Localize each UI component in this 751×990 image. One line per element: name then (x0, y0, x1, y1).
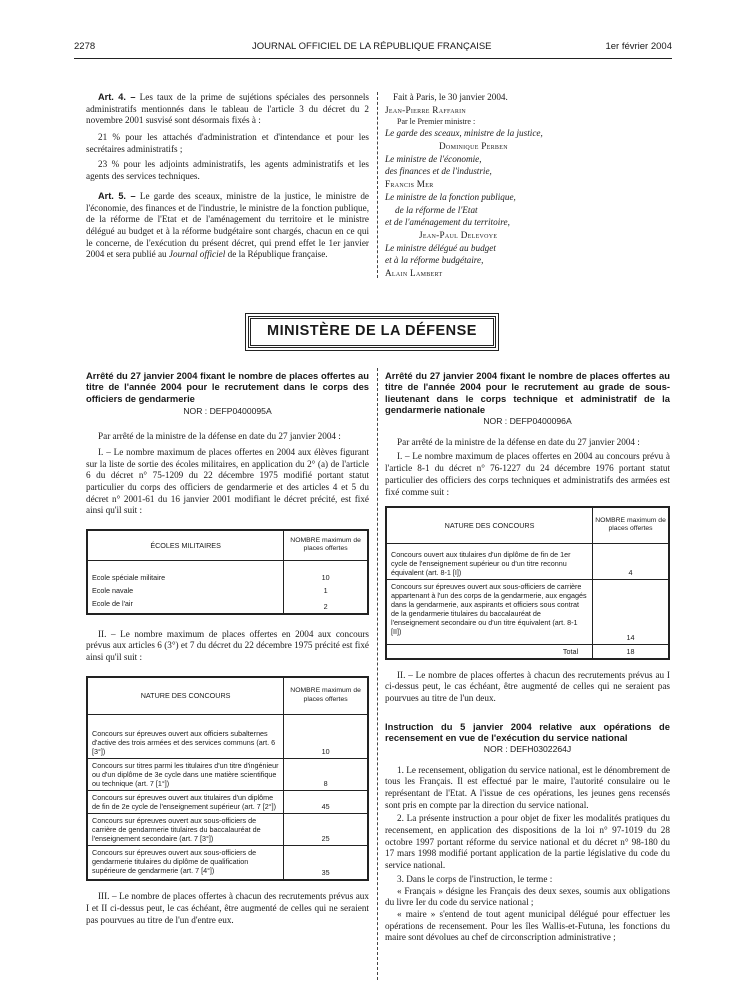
fp-title-1: Le ministre de la fonction publique, (385, 191, 516, 202)
table-total-row: Total 18 (386, 644, 669, 659)
budget-title-2: et à la réforme budgétaire, (385, 255, 484, 266)
eco-title-1: Le ministre de l'économie, (385, 153, 482, 164)
signatures (385, 91, 670, 280)
article-4-item-2: 23 % pour les adjoints administratifs, les agents administratifs et les agents des services techniques. (86, 159, 369, 182)
table-row: Concours sur épreuves ouvert aux sous-officiers de carrière de gendarmerie titulaires du baccalauréat de l'enseignement secondaire (art. 7 [3°]) 25 (87, 814, 368, 846)
instruction-li2: « maire » s'entend de tout agent municipal délégué pour effectuer les opérations de recensement. Pour les îles Wallis-et-Futuna, les fonctions du maire sont dévolues au chef de circonscription administrative ; (385, 908, 670, 943)
budget-name: Alain Lambert (385, 267, 443, 278)
fp-title-2: de la réforme de l'Etat (395, 204, 478, 215)
arrete-sl-nor: NOR : DEFP0400096A (483, 415, 572, 426)
issue-date: 1er février 2004 (605, 41, 672, 52)
table-ecoles-header-2: NOMBRE maximum de places offertes (284, 530, 368, 560)
table-row: Concours sur épreuves ouvert aux sous-officiers de gendarmerie titulaires du diplôme de qualification supérieure de gendarmerie (art. 7 [4°]) 35 (87, 846, 368, 881)
pm-name: Jean-Pierre Raffarin (385, 104, 467, 115)
article-4: Art. 4. – Les taux de la prime de sujétions spéciales des personnels administratifs mentionnés dans le tableau de l'article 3 du décret du 2 novembre 2001 susvisé sont désormais fixés à : (86, 92, 370, 126)
justice-name: Dominique Perben (439, 141, 508, 152)
instruction-nor: NOR : DEFH0302264J (483, 743, 572, 754)
decree-articles (86, 92, 369, 261)
budget-title-1: Le ministre délégué au budget (385, 242, 496, 253)
instruction-li1: « Français » désigne les Français des deux sexes, soumis aux obligations du livre Ier du code du service national ; (385, 885, 670, 908)
eco-name: Francis Mer (385, 179, 434, 190)
instruction-p2: 2. La présente instruction a pour objet de fixer les modalités pratiques du recensement, en application des dispositions de la loi n° 97-1019 du 28 octobre 1997 portant réforme du service national et du décret n° 98-180 du 17 mars 1998 modifié portant application de la partie législative du code du service national. (385, 813, 670, 871)
article-4-item-1: 21 % pour les attachés d'administration et d'intendance et pour les secrétaires administratifs ; (86, 132, 369, 154)
instruction-title: Instruction du 5 janvier 2004 relative aux opérations de recensement en vue de l'exécution du service national (385, 720, 670, 744)
table-sl-header-1: NATURE DES CONCOURS (386, 507, 593, 543)
journal-title: JOURNAL OFFICIEL DE LA RÉPUBLIQUE FRANÇAISE (252, 41, 492, 52)
arrete-officiers (86, 370, 369, 926)
arrete-officiers-p1: I. – Le nombre maximum de places offertes en 2004 aux élèves figurant sur la liste de sortie des écoles militaires, en application du 2° (a) de l'article 6 du décret n° 75-1209 du 22 décembre 1975 modifié portant statut particulier du corps des officiers de gendarmerie et des articles 4 et 5 du décret n° 2001-61 du 16 janvier 2001 modifiant le décret précité, est fixé ainsi qu'il suit : (86, 447, 369, 516)
table-row: Ecole spéciale militaire 10 (87, 560, 368, 584)
pm-by: Par le Premier ministre : (397, 117, 476, 127)
arrete-sous-lieutenant (385, 370, 670, 944)
table-row: Concours sur épreuves ouvert aux sous-officiers de carrière appartenant à l'un des corps de la gendarmerie, aux engagés dans la gendarmerie, aux aspirants et officiers sous contrat de la gendarmerie titulaires du baccalauréat de l'enseignement secondaire ou d'un titre équivalent (art. 8-1 [II]) 14 (386, 579, 669, 644)
arrete-sl-intro: Par arrêté de la ministre de la défense en date du 27 janvier 2004 : (397, 436, 640, 447)
place-date: Fait à Paris, le 30 janvier 2004. (393, 92, 508, 102)
table-concours-header-1: NATURE DES CONCOURS (87, 677, 284, 715)
ministry-banner: MINISTÈRE DE LA DÉFENSE (248, 316, 496, 348)
fp-title-3: et de l'aménagement du territoire, (385, 217, 510, 228)
fp-name: Jean-Paul Delevoye (419, 229, 498, 240)
table-row: Concours sur épreuves ouvert aux officiers subalternes d'active des trois armées et des services communs (art. 6 [3°]) 10 (87, 715, 368, 759)
table-row: Ecole navale 1 (87, 584, 368, 597)
column-divider (377, 368, 378, 980)
table-row: Concours ouvert aux titulaires d'un diplôme de fin de 1er cycle de l'enseignement supérieur ou d'un titre reconnu équivalent (art. 8-1 [I]) 4 (386, 543, 669, 579)
arrete-officiers-p3: III. – Le nombre de places offertes à chacun des recrutements prévus aux I et II ci-dessus peut, le cas échéant, être augmenté de celles qui ne seraient pas pourvues au titre de l'un d'entre eux. (86, 891, 369, 925)
arrete-officiers-title: Arrêté du 27 janvier 2004 fixant le nombre de places offertes au titre de l'année 2004 pour le recrutement dans le corps des officiers de gendarmerie (86, 370, 369, 404)
justice-title: Le garde des sceaux, ministre de la justice, (385, 128, 543, 139)
arrete-sl-title: Arrêté du 27 janvier 2004 fixant le nombre de places offertes au titre de l'année 2004 pour le recrutement au grade de sous-lieutenant dans le corps technique et administratif de la gendarmerie nationale (385, 370, 670, 416)
article-5: Art. 5. – Le garde des sceaux, ministre de la justice, le ministre de l'économie, des finances et de l'industrie, le ministre de la fonction publique, de la réforme de l'Etat et de l'aménagement du territoire et le ministre délégué au budget et à la réforme budgétaire sont chargés, chacun en ce qui le concerne, de l'exécution du présent décret, qui prend effet le 1er janvier 2004 et sera publié au Journal officiel de la République française. (86, 190, 369, 260)
header-rule (74, 58, 672, 59)
page-header (74, 41, 672, 55)
table-sl-header-2: NOMBRE maximum de places offertes (593, 507, 669, 543)
eco-title-2: des finances et de l'industrie, (385, 166, 492, 177)
instruction-p3: 3. Dans le corps de l'instruction, le terme : (397, 873, 553, 884)
table-ecoles (86, 529, 369, 615)
arrete-sl-p1: I. – Le nombre maximum de places offertes en 2004 au concours prévu à l'article 8-1 du décret n° 76-1227 du 24 décembre 1976 portant statut particulier des officiers des corps techniques et administratifs des armées est fixé comme suit : (385, 451, 670, 497)
table-concours-officiers (86, 676, 369, 882)
table-ecoles-header-1: ÉCOLES MILITAIRES (87, 530, 284, 560)
instruction-recensement (385, 721, 670, 944)
instruction-p1: 1. Le recensement, obligation du service national, est le dénombrement de tous les Français. Il est effectué par le maire, l'autorité consulaire ou le représentant de l'Etat. A l'issue de ces opérations, les jeunes gens recensés sont pris en compte par la direction du service national. (385, 764, 670, 810)
column-divider-top (377, 92, 378, 278)
page-number: 2278 (74, 41, 96, 52)
table-concours-sl (385, 506, 670, 660)
table-row: Ecole de l'air 2 (87, 597, 368, 614)
arrete-officiers-intro: Par arrêté de la ministre de la défense en date du 27 janvier 2004 : (98, 431, 341, 442)
arrete-officiers-p2: II. – Le nombre maximum de places offertes en 2004 aux concours prévus aux articles 6 (3°) et 7 du décret du 22 décembre 1975 précité est fixé ainsi qu'il suit : (86, 628, 369, 662)
table-row: Concours sur titres parmi les titulaires d'un titre d'ingénieur ou d'un diplôme de 3e cycle dans une matière scientifique ou technique (art. 7 [1°]) 8 (87, 759, 368, 791)
arrete-sl-p2: II. – Le nombre de places offertes à chacun des recrutements prévus au I ci-dessus peut, le cas échéant, être augmenté de celles qui ne seraient pas pourvues au titre de l'un deux. (385, 669, 670, 704)
arrete-officiers-nor: NOR : DEFP0400095A (183, 406, 272, 417)
table-concours-header-2: NOMBRE maximum de places offertes (284, 677, 368, 715)
table-row: Concours sur épreuves ouvert aux titulaires d'un diplôme de fin de 2e cycle de l'enseignement supérieur (art. 7 [2°]) 45 (87, 791, 368, 814)
